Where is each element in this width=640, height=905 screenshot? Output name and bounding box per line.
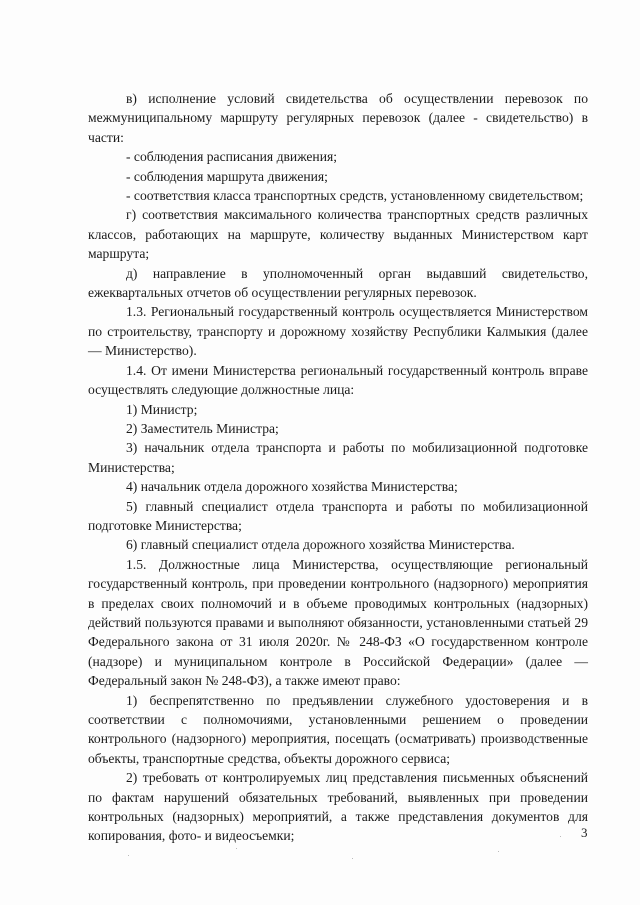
list-item-vehicle-class: - соответствия класса транспортных средств, установленному свидетельством; — [126, 188, 584, 204]
right-1: 1) беспрепятственно по предъявлении служебного удостоверения и в соответствии с полномочиями, установленными решением о проведении контрольного (надзорного) мероприятия, посещать (осматривать) производственные объекты, транспортные средства, объекты дорожного сервиса; — [88, 692, 588, 766]
paragraph-1-4: 1.4. От имени Министерства региональный государственный контроль вправе осуществлять следующие должностные лица: — [88, 362, 588, 398]
scan-speck — [352, 858, 353, 859]
paragraph-d: д) направление в уполномоченный орган выдавший свидетельство, ежеквартальных отчетов об осуществлении регулярных перевозок. — [88, 265, 588, 301]
scan-speck — [498, 851, 499, 852]
official-3: 3) начальник отдела транспорта и работы по мобилизационной подготовке Министерства; — [88, 440, 588, 475]
list-item-schedule: - соблюдения расписания движения; — [126, 149, 338, 165]
document-body — [88, 89, 588, 846]
paragraph-1-3: 1.3. Региональный государственный контроль осуществляется Министерством по строительству, транспорту и дорожному хозяйству Республики Калмыкия (далее — Министерство). — [88, 304, 588, 359]
official-4: 4) начальник отдела дорожного хозяйства Министерства; — [126, 479, 458, 495]
official-6: 6) главный специалист отдела дорожного хозяйства Министерства. — [126, 537, 515, 553]
official-1: 1) Министр; — [126, 401, 198, 417]
paragraph-g: г) соответствия максимального количества транспортных средств различных классов, работающих на маршруте, количеству выданных Министерством карт маршрута; — [88, 207, 588, 262]
list-item-route: - соблюдения маршрута движения; — [126, 168, 328, 184]
paragraph-v: в) исполнение условий свидетельства об осуществлении перевозок по межмуниципальному маршруту регулярных перевозок (далее - свидетельство) в части: — [88, 91, 588, 145]
official-5: 5) главный специалист отдела транспорта и работы по мобилизационной подготовке Министерства; — [88, 498, 588, 533]
paragraph-1-5: 1.5. Должностные лица Министерства, осуществляющие региональный государственный контроль, при проведении контрольного (надзорного) мероприятия в пределах своих полномочий и в объеме проводимых контрольных (надзорных) действий пользуются правами и выполняют обязанности, установленными статьей 29 Федерального закона от 31 июля 2020г. № 248-ФЗ «О государственном контроле (надзоре) и муниципальном контроле в Российской Федерации» (далее — Федеральный закон № 248-ФЗ), а также имеют право: — [88, 556, 588, 689]
official-2: 2) Заместитель Министра; — [126, 420, 279, 436]
page-number: 3 — [581, 825, 588, 840]
right-2: 2) требовать от контролируемых лиц представления письменных объяснений по фактам нарушений обязательных требований, выявленных при проведении контрольных (надзорных) мероприятий, а также представления документов для копирования, фото- и видеосъемки; — [88, 770, 588, 844]
scan-speck — [236, 848, 237, 849]
scan-speck — [560, 836, 561, 837]
scan-speck — [128, 855, 129, 856]
